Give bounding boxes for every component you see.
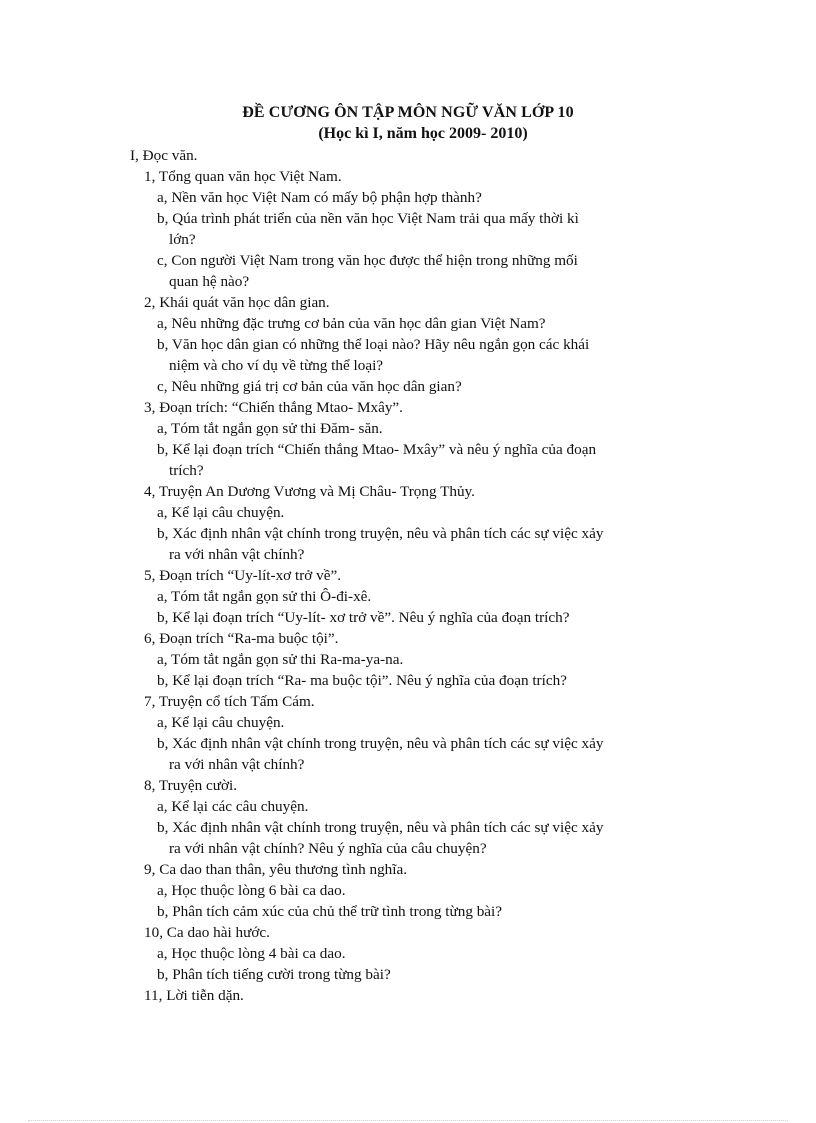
question-continuation: ra với nhân vật chính? bbox=[169, 756, 305, 773]
topic-heading: 9, Ca dao than thân, yêu thương tình nghĩa. bbox=[144, 861, 408, 878]
question-item: a, Kể lại câu chuyện. bbox=[157, 504, 285, 521]
question-item: b, Phân tích tiếng cười trong từng bài? bbox=[157, 966, 391, 983]
question-continuation: trích? bbox=[169, 462, 204, 479]
topic-heading: 2, Khái quát văn học dân gian. bbox=[144, 294, 330, 311]
page-bottom-rule bbox=[28, 1120, 788, 1121]
topic-heading: 1, Tổng quan văn học Việt Nam. bbox=[144, 168, 342, 185]
question-item: b, Văn học dân gian có những thể loại nào? Hãy nêu ngắn gọn các khái bbox=[157, 336, 590, 353]
title-block bbox=[0, 102, 816, 144]
topic-heading: 3, Đoạn trích: “Chiến thắng Mtao- Mxây”. bbox=[144, 399, 403, 416]
question-item: a, Kể lại câu chuyện. bbox=[157, 714, 285, 731]
document-subtitle: (Học kì I, năm học 2009- 2010) bbox=[318, 125, 528, 142]
topic-heading: 8, Truyện cười. bbox=[144, 777, 238, 794]
question-item: b, Kể lại đoạn trích “Uy-lít- xơ trở về”. Nêu ý nghĩa của đoạn trích? bbox=[157, 609, 570, 626]
topic-heading: 10, Ca dao hài hước. bbox=[144, 924, 270, 941]
section-heading: I, Đọc văn. bbox=[130, 147, 198, 164]
question-item: b, Xác định nhân vật chính trong truyện, nêu và phân tích các sự việc xảy bbox=[157, 819, 604, 836]
question-item: b, Xác định nhân vật chính trong truyện, nêu và phân tích các sự việc xảy bbox=[157, 735, 604, 752]
question-item: c, Nêu những giá trị cơ bản của văn học dân gian? bbox=[157, 378, 462, 395]
question-item: a, Tóm tắt ngắn gọn sử thi Ô-đi-xê. bbox=[157, 588, 372, 605]
question-item: a, Tóm tắt ngắn gọn sử thi Ra-ma-ya-na. bbox=[157, 651, 404, 668]
question-item: a, Học thuộc lòng 4 bài ca dao. bbox=[157, 945, 346, 962]
question-item: a, Nêu những đặc trưng cơ bản của văn học dân gian Việt Nam? bbox=[157, 315, 546, 332]
question-item: b, Xác định nhân vật chính trong truyện, nêu và phân tích các sự việc xảy bbox=[157, 525, 604, 542]
outline-body bbox=[130, 145, 690, 1006]
question-item: b, Phân tích cảm xúc của chủ thể trữ tình trong từng bài? bbox=[157, 903, 503, 920]
question-item: a, Kể lại các câu chuyện. bbox=[157, 798, 309, 815]
question-item: a, Nền văn học Việt Nam có mấy bộ phận hợp thành? bbox=[157, 189, 482, 206]
question-continuation: niệm và cho ví dụ về từng thể loại? bbox=[169, 357, 384, 374]
topic-heading: 7, Truyện cổ tích Tấm Cám. bbox=[144, 693, 315, 710]
question-item: b, Kể lại đoạn trích “Chiến thắng Mtao- Mxây” và nêu ý nghĩa của đoạn bbox=[157, 441, 597, 458]
document-title: ĐỀ CƯƠNG ÔN TẬP MÔN NGỮ VĂN LỚP 10 bbox=[242, 104, 574, 121]
question-item: b, Kể lại đoạn trích “Ra- ma buộc tội”. Nêu ý nghĩa của đoạn trích? bbox=[157, 672, 567, 689]
question-item: c, Con người Việt Nam trong văn học được thể hiện trong những mối bbox=[157, 252, 578, 269]
question-continuation: ra với nhân vật chính? Nêu ý nghĩa của câu chuyện? bbox=[169, 840, 487, 857]
question-item: a, Học thuộc lòng 6 bài ca dao. bbox=[157, 882, 346, 899]
topic-heading: 6, Đoạn trích “Ra-ma buộc tội”. bbox=[144, 630, 339, 647]
question-continuation: lớn? bbox=[169, 231, 196, 248]
question-continuation: ra với nhân vật chính? bbox=[169, 546, 305, 563]
question-continuation: quan hệ nào? bbox=[169, 273, 250, 290]
question-item: a, Tóm tắt ngắn gọn sử thi Đăm- săn. bbox=[157, 420, 383, 437]
question-item: b, Qúa trình phát triển của nền văn học Việt Nam trải qua mấy thời kì bbox=[157, 210, 579, 227]
topic-heading: 4, Truyện An Dương Vương và Mị Châu- Trọng Thủy. bbox=[144, 483, 475, 500]
topic-heading: 5, Đoạn trích “Uy-lít-xơ trở về”. bbox=[144, 567, 341, 584]
topic-heading: 11, Lời tiễn dặn. bbox=[144, 987, 244, 1004]
